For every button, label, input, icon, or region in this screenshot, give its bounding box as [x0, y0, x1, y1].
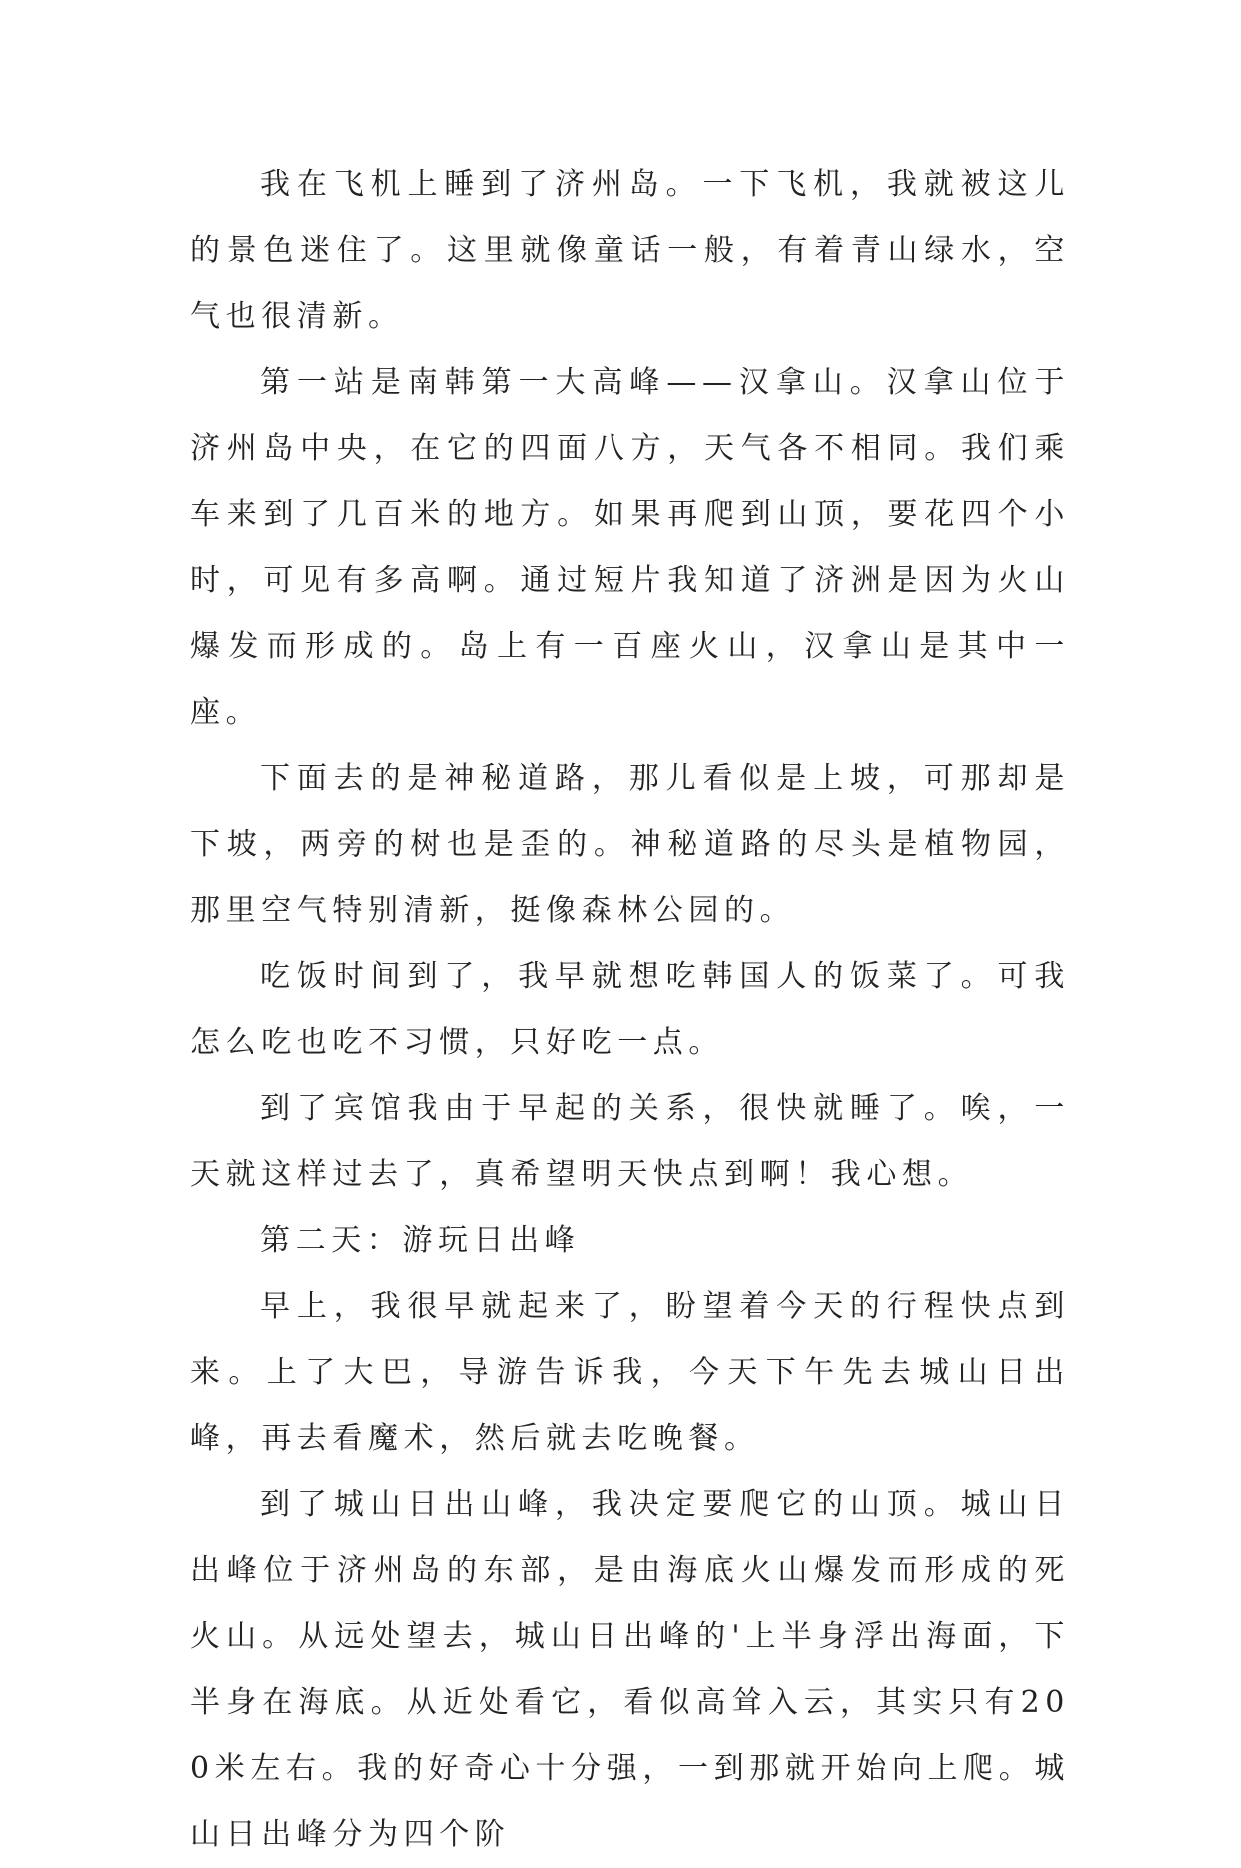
section-heading-day-two: 第二天：游玩日出峰 [260, 1223, 581, 1258]
paragraph-1: 我在飞机上睡到了济州岛。一下飞机，我就被这儿的景色迷住了。这里就像童话一般，有着青山绿水，空气也很清新。 [190, 167, 1070, 334]
paragraph-3: 下面去的是神秘道路，那儿看似是上坡，可那却是下坡，两旁的树也是歪的。神秘道路的尽头是植物园，那里空气特别清新，挺像森林公园的。 [190, 761, 1070, 928]
paragraph-8: 到了城山日出山峰，我决定要爬它的山顶。城山日出峰位于济州岛的东部，是由海底火山爆发而形成的死火山。从远处望去，城山日出峰的'上半身浮出海面，下半身在海底。从近处看它，看似高耸入云，其实只有200米左右。我的好奇心十分强，一到那就开始向上爬。城山日出峰分为四个阶 [190, 1487, 1070, 1852]
paragraph-5: 到了宾馆我由于早起的关系，很快就睡了。唉，一天就这样过去了，真希望明天快点到啊！我心想。 [190, 1091, 1070, 1192]
paragraph-7: 早上，我很早就起来了，盼望着今天的行程快点到来。上了大巴，导游告诉我，今天下午先去城山日出峰，再去看魔术，然后就去吃晚餐。 [190, 1289, 1070, 1456]
article-body [190, 152, 1070, 1868]
paragraph-2: 第一站是南韩第一大高峰——汉拿山。汉拿山位于济州岛中央，在它的四面八方，天气各不相同。我们乘车来到了几百米的地方。如果再爬到山顶，要花四个小时，可见有多高啊。通过短片我知道了济洲是因为火山爆发而形成的。岛上有一百座火山，汉拿山是其中一座。 [190, 365, 1070, 730]
paragraph-4: 吃饭时间到了，我早就想吃韩国人的饭菜了。可我怎么吃也吃不习惯，只好吃一点。 [190, 959, 1070, 1060]
